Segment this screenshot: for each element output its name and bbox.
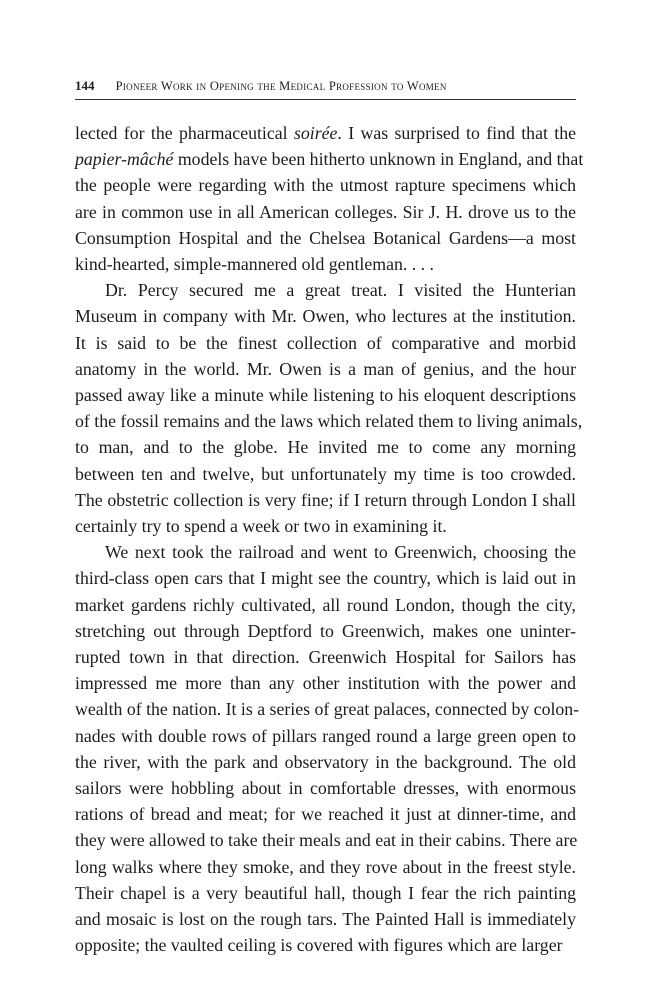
text-line: of the fossil remains and the laws which related them to living animals,: [75, 411, 583, 432]
running-header: [75, 78, 576, 100]
text-line: lected for the pharmaceutical soirée. I was surprised to find that the: [75, 123, 576, 143]
text-line: Museum in company with Mr. Owen, who lectures at the institution.: [75, 306, 576, 327]
text-line: It is said to be the finest collection of comparative and morbid: [75, 332, 576, 353]
text-line: the people were regarding with the utmost rapture specimens which: [75, 175, 576, 196]
italic-term: soirée: [293, 123, 338, 143]
italic-term: papier-mâché: [75, 149, 174, 170]
text-line: rupted town in that direction. Greenwich Hospital for Sailors has: [75, 647, 576, 668]
text-line: certainly try to spend a week or two in examining it.: [75, 516, 447, 537]
text-line: wealth of the nation. It is a series of great palaces, connected by colon-: [75, 699, 580, 720]
text-line: are in common use in all American colleges. Sir J. H. drove us to the: [75, 201, 576, 222]
text-line: We next took the railroad and went to Greenwich, choosing the: [105, 542, 576, 563]
text-line: the river, with the park and observatory in the background. The old: [75, 751, 576, 772]
text-line: to man, and to the globe. He invited me to come any morning: [75, 437, 576, 458]
body-text: [75, 120, 584, 959]
text-line: Dr. Percy secured me a great treat. I visited the Hunterian: [105, 280, 576, 301]
paragraph: [75, 277, 583, 539]
text-line: long walks where they smoke, and they rove about in the freest style.: [75, 856, 576, 877]
paragraph: [75, 539, 580, 958]
running-title: Pioneer Work in Opening the Medical Profession to Women: [115, 79, 447, 93]
text-line: Consumption Hospital and the Chelsea Botanical Gardens—a most: [75, 227, 576, 248]
paragraph: [75, 120, 584, 277]
text-line: between ten and twelve, but unfortunately my time is too crowded.: [75, 463, 576, 484]
text-line: and mosaic is lost on the rough tars. The Painted Hall is immediately: [75, 909, 576, 930]
text-line: impressed me more than any other institution with the power and: [75, 673, 576, 694]
text-line: third-class open cars that I might see the country, which is laid out in: [75, 568, 576, 589]
text-line: The obstetric collection is very fine; if I return through London I shall: [75, 489, 576, 510]
text-line: market gardens richly cultivated, all round London, though the city,: [75, 594, 576, 615]
page-number: 144: [75, 78, 95, 93]
text-line: Their chapel is a very beautiful hall, though I fear the rich painting: [75, 882, 576, 903]
text-line: papier-mâché models have been hitherto unknown in England, and that: [75, 149, 584, 170]
text-line: anatomy in the world. Mr. Owen is a man of genius, and the hour: [75, 358, 576, 379]
text-line: sailors were hobbling about in comfortable dresses, with enormous: [75, 778, 576, 799]
text-line: they were allowed to take their meals and eat in their cabins. There are: [75, 830, 578, 851]
text-line: kind-hearted, simple-mannered old gentleman. . . .: [75, 254, 434, 275]
text-line: nades with double rows of pillars ranged round a large green open to: [75, 725, 576, 746]
text-line: rations of bread and meat; for we reached it just at dinner-time, and: [75, 804, 576, 825]
text-line: opposite; the vaulted ceiling is covered with figures which are larger: [75, 935, 563, 956]
text-line: stretching out through Deptford to Greenwich, makes one uninter-: [75, 620, 576, 641]
text-line: passed away like a minute while listening to his eloquent descriptions: [75, 385, 576, 406]
